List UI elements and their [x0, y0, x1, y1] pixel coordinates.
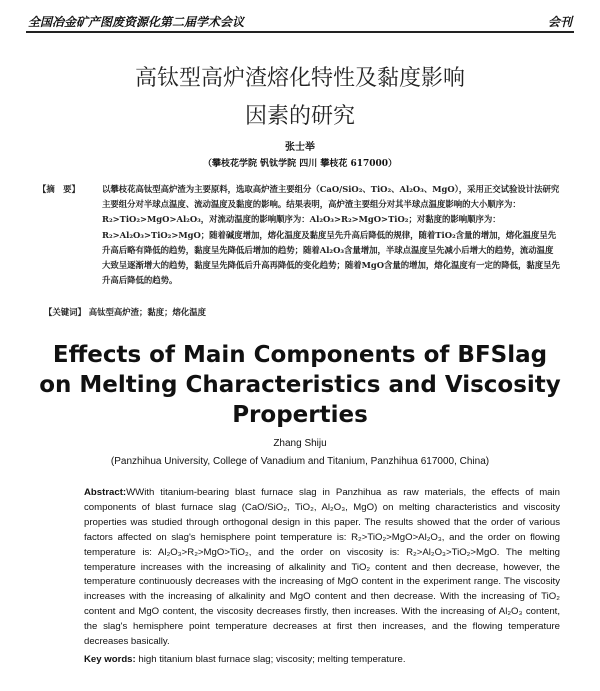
english-keywords: [84, 654, 560, 665]
chinese-author: 张士举: [285, 142, 315, 153]
english-abstract-text: WWith titanium-bearing blast furnace slag in Panzhihua as raw materials, the effects of main components of blast furnace slag (CaO/SiO₂, TiO₂, Al₂O₃, MgO) on melting characteristics and viscosity properties was studied through orthogonal design in this paper. The results showed that the order of various factors affected on slag's hemisphere point temperature is: R₂>TiO₂>MgO>Al₂O₃, and the order on flowing temperature is: Al₂O₃>R₂>MgO>TiO₂, and the order on viscosity is: R₂>Al₂O₃>TiO₂>MgO. The melting temperature increases with the increasing of alkalinity and TiO₂ content and then decrease, however, the temperature continuously decreases with the increasing of MgO content in the experiment range. The viscosity increases with the increasing of alkalinity and MgO content and then decrease. With the increasing of TiO₂ content and MgO content, the viscosity decreases firstly, then increases. With the increasing of Al₂O₃ content, the slag's hemisphere point temperature decreases at first then increases, and the flowing temperature decreases basically.: [84, 487, 560, 648]
chinese-abstract-text: 以攀枝花高钛型高炉渣为主要原料，选取高炉渣主要组分（CaO/SiO₂、TiO₂、Al₂O₃、MgO），采用正交试验设计法研究主要组分对半球点温度、流动温度及黏度的影响。结果表明，高炉渣主要组分对其半球点温度影响的大小顺序为：R₂>TiO₂>MgO>Al₂O₃，对流动温度的影响顺序为：Al₂O₃>R₂>MgO>TiO₂；对黏度的影响顺序为：R₂>Al₂O₃>TiO₂>MgO；随着碱度增加，熔化温度及黏度呈先升高后降低的规律，随着TiO₂含量的增加，熔化温度呈先升高后略有降低的趋势，黏度呈先降低后增加的趋势；随着Al₂O₃含量增加，半球点温度呈先减小后增大的趋势，流动温度大致呈逐渐增大的趋势，黏度呈先降低后升高再降低的变化趋势；随着MgO含量的增加，熔化温度有一定的降低，黏度呈先升高后降低的趋势。: [102, 184, 560, 286]
chinese-affiliation: （攀枝花学院 钒钛学院 四川 攀枝花 617000）: [202, 159, 398, 169]
english-keywords-text: high titanium blast furnace slag; viscosity; melting temperature.: [138, 654, 406, 665]
chinese-title-line2: 因素的研究: [244, 104, 355, 129]
chinese-abstract-label: 【摘 要】: [38, 184, 80, 194]
chinese-abstract: [38, 182, 560, 288]
english-title-line3: Properties: [232, 402, 368, 428]
chinese-keywords-text: 高钛型高炉渣；黏度；熔化温度: [88, 307, 207, 317]
header-rule: [26, 31, 574, 33]
english-keywords-label: Key words:: [84, 654, 136, 665]
chinese-keywords-label: 【关键词】: [44, 307, 86, 317]
english-abstract-label: Abstract:: [84, 487, 127, 498]
header-section-label: 会刊: [547, 15, 572, 29]
chinese-keywords: [44, 306, 560, 318]
english-title-line2: on Melting Characteristics and Viscosity: [39, 372, 561, 398]
running-header: [28, 8, 572, 30]
english-title: [0, 340, 600, 430]
english-author: Zhang Shiju: [273, 438, 327, 449]
english-affiliation: (Panzhihua University, College of Vanadium and Titanium, Panzhihua 617000, China): [110, 456, 490, 467]
english-title-line1: Effects of Main Components of BFSlag: [52, 342, 548, 368]
chinese-title: [0, 60, 600, 136]
header-conference-name: 全国冶金矿产图废资源化第二届学术会议: [28, 15, 245, 29]
chinese-title-line1: 高钛型高炉渣熔化特性及黏度影响: [134, 66, 465, 91]
english-abstract: [84, 486, 560, 650]
